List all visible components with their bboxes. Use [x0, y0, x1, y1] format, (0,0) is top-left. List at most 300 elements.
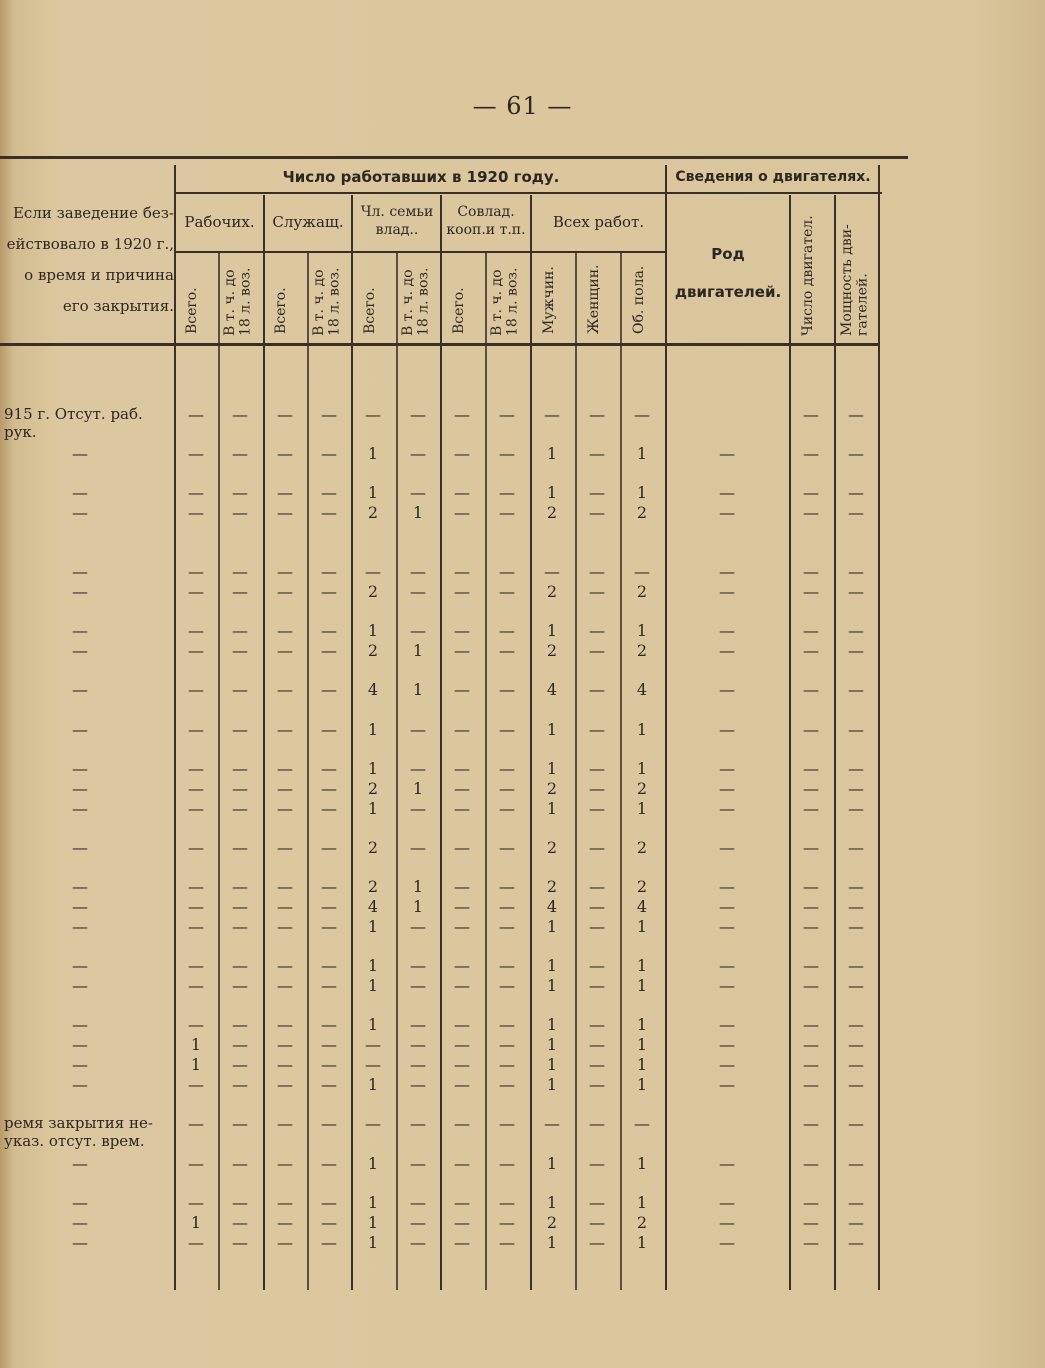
table-cell: —: [848, 444, 864, 463]
table-cell: —: [803, 1035, 819, 1054]
table-cell: —: [803, 1015, 819, 1034]
table-cell: 1: [412, 503, 424, 522]
v-label-workers-minors: В т. ч. до 18 л. воз.: [222, 267, 254, 336]
table-cell: [709, 1114, 745, 1134]
table-cell: —: [321, 483, 337, 502]
table-cell: —: [188, 956, 204, 975]
v-label-employees-minors: В т. ч. до 18 л. воз.: [311, 267, 343, 336]
row-label: —: [72, 1193, 88, 1212]
table-cell: —: [499, 582, 515, 601]
table-cell: 1: [412, 779, 424, 798]
table-cell: —: [232, 720, 248, 739]
table-cell: —: [634, 1114, 650, 1133]
table-cell: —: [499, 405, 515, 424]
table-cell: —: [410, 720, 426, 739]
table-cell: —: [321, 720, 337, 739]
motors-group-header: Сведения о двигателях.: [675, 169, 871, 185]
table-cell: 1: [367, 799, 379, 818]
table-cell: —: [544, 1114, 560, 1133]
table-cell: —: [410, 562, 426, 581]
table-cell: 1: [412, 877, 424, 896]
table-cell: —: [277, 976, 293, 995]
table-cell: —: [277, 1035, 293, 1054]
table-cell: —: [277, 759, 293, 778]
table-cell: 1: [546, 1075, 558, 1094]
table-cell: —: [232, 956, 248, 975]
table-cell: —: [848, 562, 864, 581]
table-cell: —: [410, 582, 426, 601]
table-cell: —: [589, 503, 605, 522]
table-cell: —: [719, 759, 735, 778]
table-cell: —: [410, 405, 426, 424]
table-cell: —: [848, 1193, 864, 1212]
table-cell: —: [321, 1114, 337, 1133]
table-cell: 1: [367, 444, 379, 463]
v-label-family-minors: В т. ч. до 18 л. воз.: [400, 267, 432, 336]
table-cell: —: [499, 680, 515, 699]
table-cell: —: [589, 720, 605, 739]
table-cell: —: [188, 897, 204, 916]
table-cell: —: [188, 621, 204, 640]
table-cell: 1: [367, 759, 379, 778]
table-cell: —: [410, 1114, 426, 1133]
table-cell: —: [277, 444, 293, 463]
table-cell: 2: [367, 582, 379, 601]
table-cell: —: [188, 483, 204, 502]
table-cell: —: [232, 1193, 248, 1212]
table-cell: —: [410, 1015, 426, 1034]
table-cell: —: [719, 877, 735, 896]
table-cell: —: [365, 562, 381, 581]
col-divider: [440, 195, 442, 1290]
table-cell: —: [188, 641, 204, 660]
table-cell: —: [803, 483, 819, 502]
table-cell: —: [232, 877, 248, 896]
table-cell: —: [848, 1075, 864, 1094]
table-cell: —: [499, 976, 515, 995]
table-cell: 2: [367, 877, 379, 896]
table-cell: —: [277, 917, 293, 936]
table-cell: —: [188, 582, 204, 601]
table-cell: —: [454, 1055, 470, 1074]
row-label: —: [72, 976, 88, 995]
table-cell: 2: [546, 838, 558, 857]
table-cell: —: [848, 582, 864, 601]
table-cell: —: [232, 1114, 248, 1133]
table-cell: —: [454, 582, 470, 601]
table-cell: 4: [546, 897, 558, 916]
table-cell: 1: [367, 621, 379, 640]
table-cell: —: [321, 1213, 337, 1232]
table-cell: 1: [636, 483, 648, 502]
table-cell: —: [321, 877, 337, 896]
table-cell: —: [277, 641, 293, 660]
table-cell: —: [188, 1193, 204, 1212]
col-divider: [351, 195, 353, 1290]
col-divider: [396, 252, 398, 1290]
table-cell: —: [589, 562, 605, 581]
table-cell: —: [848, 1055, 864, 1074]
table-cell: —: [321, 621, 337, 640]
table-cell: —: [410, 1154, 426, 1173]
table-cell: —: [803, 444, 819, 463]
table-cell: —: [410, 759, 426, 778]
table-cell: —: [321, 1193, 337, 1212]
table-cell: —: [410, 917, 426, 936]
table-cell: —: [277, 1114, 293, 1133]
table-cell: —: [719, 799, 735, 818]
table-cell: —: [365, 1055, 381, 1074]
table-cell: —: [803, 897, 819, 916]
v-label-coowners-minors: В т. ч. до 18 л. воз.: [489, 267, 521, 336]
table-cell: 1: [546, 1154, 558, 1173]
table-cell: —: [232, 1233, 248, 1252]
table-cell: 1: [636, 976, 648, 995]
table-cell: —: [499, 1193, 515, 1212]
table-cell: —: [803, 680, 819, 699]
table-cell: —: [232, 1035, 248, 1054]
row-label: —: [72, 680, 88, 699]
table-cell: —: [848, 1035, 864, 1054]
row-label: —: [72, 641, 88, 660]
table-cell: —: [803, 838, 819, 857]
table-cell: 1: [636, 1035, 648, 1054]
table-cell: 2: [546, 779, 558, 798]
v-label-coowners-total: Всего.: [451, 287, 467, 334]
table-cell: 1: [546, 956, 558, 975]
table-cell: —: [589, 1193, 605, 1212]
table-cell: —: [589, 838, 605, 857]
table-cell: —: [589, 779, 605, 798]
table-cell: 1: [636, 720, 648, 739]
table-cell: —: [454, 779, 470, 798]
table-cell: —: [410, 838, 426, 857]
table-cell: 1: [367, 956, 379, 975]
table-cell: —: [277, 1233, 293, 1252]
table-cell: —: [277, 680, 293, 699]
table-cell: —: [719, 917, 735, 936]
table-cell: —: [410, 1213, 426, 1232]
table-cell: —: [803, 917, 819, 936]
table-cell: —: [803, 503, 819, 522]
table-cell: 2: [636, 582, 648, 601]
table-cell: —: [848, 877, 864, 896]
workers-group-header: Число работавших в 1920 году.: [282, 168, 560, 186]
table-cell: 1: [412, 641, 424, 660]
table-cell: 1: [190, 1035, 202, 1054]
table-cell: —: [719, 1035, 735, 1054]
table-cell: —: [848, 838, 864, 857]
table-cell: —: [848, 759, 864, 778]
table-cell: —: [321, 562, 337, 581]
subgroup-family: Чл. семьи влад..: [360, 204, 434, 239]
table-cell: —: [499, 444, 515, 463]
row-label: —: [72, 779, 88, 798]
table-cell: —: [188, 779, 204, 798]
table-cell: —: [188, 720, 204, 739]
table-cell: —: [803, 779, 819, 798]
table-cell: —: [277, 483, 293, 502]
table-cell: —: [719, 897, 735, 916]
table-cell: 1: [546, 976, 558, 995]
table-cell: —: [232, 838, 248, 857]
table-cell: —: [719, 1233, 735, 1252]
table-cell: —: [277, 405, 293, 424]
subgroup-all-workers: Всех работ.: [552, 213, 645, 231]
page-number: — 61 —: [472, 92, 573, 120]
table-cell: —: [410, 1035, 426, 1054]
table-cell: —: [499, 779, 515, 798]
table-cell: 1: [190, 1213, 202, 1232]
table-cell: —: [589, 976, 605, 995]
table-cell: 2: [546, 503, 558, 522]
table-cell: 1: [367, 1154, 379, 1173]
table-cell: —: [454, 1035, 470, 1054]
table-cell: —: [232, 621, 248, 640]
table-cell: —: [848, 956, 864, 975]
table-cell: 1: [367, 720, 379, 739]
table-cell: —: [848, 1154, 864, 1173]
table-cell: —: [454, 503, 470, 522]
table-cell: —: [321, 779, 337, 798]
table-cell: —: [232, 1213, 248, 1232]
table-cell: 2: [636, 1213, 648, 1232]
table-cell: —: [454, 483, 470, 502]
table-cell: —: [454, 917, 470, 936]
table-cell: —: [719, 444, 735, 463]
table-cell: —: [321, 1015, 337, 1034]
table-cell: —: [321, 1075, 337, 1094]
table-cell: 4: [367, 897, 379, 916]
table-cell: —: [277, 1075, 293, 1094]
v-label-both-sexes: Об. пола.: [631, 265, 647, 334]
row-label: —: [72, 1154, 88, 1173]
table-cell: —: [321, 1055, 337, 1074]
table-cell: —: [499, 1233, 515, 1252]
row-label: —: [72, 897, 88, 916]
table-cell: —: [277, 1154, 293, 1173]
table-cell: 1: [412, 680, 424, 699]
table-cell: —: [232, 1055, 248, 1074]
table-cell: —: [232, 1015, 248, 1034]
table-cell: —: [321, 917, 337, 936]
table-cell: —: [454, 976, 470, 995]
table-cell: —: [188, 1015, 204, 1034]
table-cell: —: [410, 444, 426, 463]
table-cell: —: [188, 1075, 204, 1094]
table-cell: —: [719, 582, 735, 601]
table-cell: —: [454, 720, 470, 739]
table-cell: —: [803, 405, 819, 424]
table-cell: —: [589, 759, 605, 778]
table-cell: —: [454, 1015, 470, 1034]
table-cell: —: [232, 582, 248, 601]
col-divider: [174, 165, 176, 1290]
table-cell: 1: [412, 897, 424, 916]
table-cell: —: [454, 1213, 470, 1232]
table-cell: —: [499, 1213, 515, 1232]
table-cell: —: [848, 720, 864, 739]
row-label: 915 г. Отсут. раб. рук.: [4, 405, 143, 441]
table-cell: —: [499, 483, 515, 502]
table-cell: —: [803, 976, 819, 995]
table-cell: —: [321, 1233, 337, 1252]
table-cell: —: [277, 1213, 293, 1232]
table-cell: —: [277, 779, 293, 798]
table-cell: 2: [636, 877, 648, 896]
table-cell: —: [848, 779, 864, 798]
table-cell: —: [188, 503, 204, 522]
table-cell: —: [589, 680, 605, 699]
subgroup-rule: [176, 251, 666, 253]
table-cell: —: [321, 680, 337, 699]
table-cell: 1: [636, 621, 648, 640]
table-cell: —: [803, 582, 819, 601]
v-label-workers-total: Всего.: [184, 287, 200, 334]
table-cell: —: [454, 956, 470, 975]
table-cell: —: [589, 621, 605, 640]
table-cell: —: [719, 956, 735, 975]
table-cell: 1: [546, 720, 558, 739]
table-cell: —: [848, 897, 864, 916]
row-label: —: [72, 720, 88, 739]
table-cell: —: [454, 838, 470, 857]
table-cell: —: [803, 562, 819, 581]
table-cell: —: [277, 877, 293, 896]
table-cell: —: [277, 1055, 293, 1074]
table-cell: —: [719, 641, 735, 660]
table-cell: —: [454, 759, 470, 778]
row-label: —: [72, 1055, 88, 1074]
subgroup-workers: Рабочих.: [184, 213, 255, 231]
table-cell: —: [499, 956, 515, 975]
table-cell: 1: [367, 1213, 379, 1232]
v-label-women: Женщин.: [586, 264, 602, 334]
table-cell: 1: [367, 483, 379, 502]
row-label: —: [72, 838, 88, 857]
table-cell: —: [803, 1075, 819, 1094]
table-cell: —: [499, 1055, 515, 1074]
table-cell: —: [589, 1055, 605, 1074]
table-cell: —: [188, 562, 204, 581]
table-cell: —: [544, 562, 560, 581]
table-cell: —: [410, 621, 426, 640]
table-cell: —: [188, 444, 204, 463]
table-cell: 1: [367, 1193, 379, 1212]
table-cell: —: [188, 838, 204, 857]
row-label: —: [72, 621, 88, 640]
table-cell: —: [589, 641, 605, 660]
table-cell: —: [321, 405, 337, 424]
table-cell: —: [232, 917, 248, 936]
table-cell: —: [589, 1154, 605, 1173]
subgroup-coowners: Совлад. кооп.и т.п.: [446, 204, 526, 239]
table-cell: —: [277, 956, 293, 975]
row-label: —: [72, 1213, 88, 1232]
table-cell: —: [589, 956, 605, 975]
table-cell: —: [277, 838, 293, 857]
table-cell: 2: [367, 779, 379, 798]
table-cell: —: [719, 838, 735, 857]
table-cell: —: [803, 1055, 819, 1074]
table-cell: 2: [546, 877, 558, 896]
table-cell: —: [719, 680, 735, 699]
table-cell: —: [410, 799, 426, 818]
table-cell: —: [454, 799, 470, 818]
table-cell: —: [232, 562, 248, 581]
table-cell: —: [232, 641, 248, 660]
table-cell: —: [410, 1233, 426, 1252]
row-label: —: [72, 1035, 88, 1054]
table-cell: —: [321, 582, 337, 601]
table-cell: —: [454, 641, 470, 660]
row-label: —: [72, 483, 88, 502]
table-cell: 1: [636, 917, 648, 936]
table-cell: —: [589, 1075, 605, 1094]
table-cell: 2: [546, 641, 558, 660]
table-cell: —: [589, 917, 605, 936]
table-cell: —: [410, 1055, 426, 1074]
table-cell: —: [499, 1035, 515, 1054]
table-cell: —: [232, 1154, 248, 1173]
table-cell: —: [188, 1114, 204, 1133]
table-cell: —: [232, 503, 248, 522]
table-cell: —: [848, 680, 864, 699]
table-cell: —: [803, 621, 819, 640]
table-cell: 1: [546, 759, 558, 778]
table-cell: —: [499, 720, 515, 739]
table-cell: —: [232, 759, 248, 778]
col-divider: [834, 195, 836, 1290]
table-cell: 1: [636, 956, 648, 975]
table-cell: —: [188, 680, 204, 699]
table-cell: —: [848, 641, 864, 660]
table-cell: 1: [546, 1055, 558, 1074]
col-divider: [485, 252, 487, 1290]
table-cell: 1: [636, 799, 648, 818]
table-cell: —: [410, 1193, 426, 1212]
table-cell: —: [188, 1154, 204, 1173]
table-cell: —: [589, 799, 605, 818]
table-cell: —: [589, 1213, 605, 1232]
table-cell: —: [365, 1114, 381, 1133]
table-cell: —: [848, 483, 864, 502]
row-label: —: [72, 759, 88, 778]
table-cell: —: [321, 838, 337, 857]
table-cell: 1: [546, 799, 558, 818]
table-cell: —: [848, 1015, 864, 1034]
table-cell: —: [499, 503, 515, 522]
table-cell: —: [719, 562, 735, 581]
table-cell: —: [719, 1055, 735, 1074]
col-divider: [575, 252, 577, 1290]
table-cell: —: [232, 779, 248, 798]
table-cell: 2: [367, 641, 379, 660]
col-divider: [307, 252, 309, 1290]
table-cell: 1: [367, 976, 379, 995]
table-cell: —: [499, 1015, 515, 1034]
table-cell: 2: [546, 582, 558, 601]
table-cell: —: [321, 503, 337, 522]
table-cell: 1: [636, 1015, 648, 1034]
table-cell: 1: [367, 1075, 379, 1094]
subgroup-employees: Служащ.: [272, 213, 344, 231]
table-cell: —: [410, 1075, 426, 1094]
closure-column-header: Если заведение без- ействовало в 1920 г., о время и причина его закрытия.: [6, 204, 174, 315]
col-divider: [620, 252, 622, 1290]
table-cell: —: [321, 759, 337, 778]
table-cell: —: [589, 405, 605, 424]
